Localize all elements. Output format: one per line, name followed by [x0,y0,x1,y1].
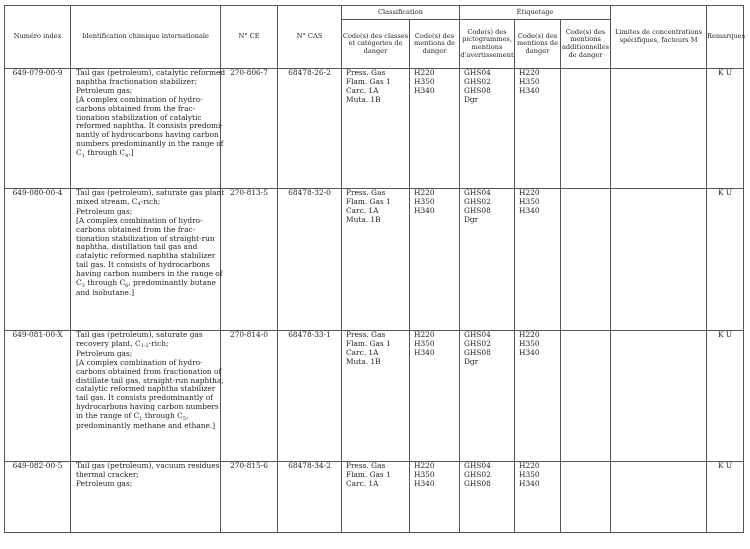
header-row-top [5,6,744,20]
identification-line: Tail gas (petroleum), saturate gas plant [76,188,225,197]
header-label-hazard-statements: Code(s) des mentions de danger [515,20,561,69]
ce-number-cell: 270-813-5 [221,189,278,331]
additional-statement-cell [561,69,611,189]
pictogram-cell [460,189,515,331]
identification-line: Petroleum gas; [76,348,133,358]
identification-line: recovery plant, $C_{1-2}$-rich; [76,338,169,350]
header-labelling: Étiquetage [460,6,611,20]
pictogram-code: GHS04 [464,188,491,197]
hazard-statement-code: H220 [414,461,435,470]
identification-line: hydrocarbons having carbon numbers [76,402,219,412]
identification-line: having carbon numbers in the range of [76,269,223,279]
substance-table [4,5,744,533]
table-row [5,189,744,331]
hazard-statement-code: H350 [519,196,540,206]
chemical-identification-cell [71,188,225,331]
ce-number-cell: 270-815-6 [221,462,278,533]
identification-line: Tail gas (petroleum), catalytic reformed [76,68,226,77]
pictogram-code: GHS04 [464,461,491,470]
identification-line: tail gas. It consists of hydrocarbons [76,260,210,270]
hazard-class-cell [342,189,410,331]
remarks-cell: K U [707,69,744,189]
header-pictograms: Code(s) des pictogrammes, mentions d'avertissement [460,20,515,69]
class-hazard-statement-cell [410,331,460,462]
ce-number-cell: 270-814-0 [221,331,278,462]
pictogram-code: GHS08 [464,478,491,488]
remarks-cell: K U [707,331,744,462]
hazard-class-code: Press. Gas [346,188,386,197]
additional-statement-cell [561,462,611,533]
pictogram-code: GHS02 [464,196,491,206]
hazard-statement-code: H340 [519,347,540,357]
hazard-statement-code: H350 [414,196,435,206]
hazard-statement-code: H350 [519,469,540,479]
label-hazard-statement-cell [515,69,561,189]
hazard-statement-code: H340 [519,205,540,215]
concentration-limits-cell [611,189,707,331]
concentration-limits-cell [611,462,707,533]
identification-line: mixed stream, $C_4$-rich; [76,196,161,208]
identification-line: Petroleum gas; [76,478,133,488]
hazard-class-code: Carc. 1A [346,85,379,95]
ce-number-cell: 270-806-7 [221,69,278,189]
pictogram-code: GHS08 [464,85,491,95]
hazard-class-code: Flam. Gas 1 [346,76,391,86]
class-hazard-statement-cell [410,189,460,331]
identification-line: in the range of $C_1$ through $C_5$, [76,411,189,422]
header-class-codes: Code(s) des classes et catégories de danger [342,20,410,69]
identification-line: carbons obtained from fractionation of [76,366,222,376]
identification-line: nantly of hydrocarbons having carbon [76,130,219,140]
header-classification: Classification [342,6,460,20]
cas-number-cell: 68478-26-2 [278,69,342,189]
hazard-statement-code: H340 [519,478,540,488]
pictogram-code: GHS08 [464,205,491,215]
identification-line: carbons obtained from the frac- [76,224,196,234]
table-row [5,331,744,462]
hazard-class-code: Muta. 1B [346,356,381,366]
additional-statement-cell [561,331,611,462]
hazard-statement-code: H220 [414,188,435,197]
remarks-cell: K U [707,189,744,331]
identification-line: naphtha, distillation tail gas and [76,242,198,252]
hazard-statement-code: H350 [519,338,540,348]
pictogram-cell [460,462,515,533]
identification-line: predominantly methane and ethane.] [76,421,216,431]
cas-number-cell: 68478-33-1 [278,331,342,462]
pictogram-code: Dgr [464,94,479,104]
hazard-class-cell [342,331,410,462]
additional-statement-cell [561,189,611,331]
pictogram-cell [460,331,515,462]
pictogram-code: GHS02 [464,338,491,348]
hazard-class-code: Carc. 1A [346,205,379,215]
identification-line: reformed naphtha. It consists predomi- [76,121,223,131]
label-hazard-statement-cell [515,331,561,462]
identification-line: distillate tail gas, straight-run naphtha, [76,375,224,385]
hazard-class-code: Muta. 1B [346,94,381,104]
header-ce-number: N° CE [221,6,278,69]
hazard-statement-code: H350 [414,76,435,86]
class-hazard-statement-cell [410,69,460,189]
header-index: Numéro index [5,6,71,69]
identification-line: carbons obtained from the frac- [76,103,196,113]
cas-number-cell: 68478-34-2 [278,462,342,533]
hazard-statement-code: H220 [519,68,540,77]
pictogram-cell [460,69,515,189]
hazard-statement-code: H220 [414,330,435,339]
identification-line: Petroleum gas; [76,206,133,216]
header-cas-number: N° CAS [278,6,342,69]
hazard-class-code: Flam. Gas 1 [346,469,391,479]
identification-line: Tail gas (petroleum), vacuum residues [76,461,220,470]
identification-line: tail gas. It consists predominantly of [76,393,213,403]
chemical-identification-cell [71,330,224,462]
pictogram-code: GHS04 [464,68,491,77]
pictogram-code: GHS04 [464,330,491,339]
identification-line: [A complex combination of hydro- [76,215,203,225]
hazard-statement-code: H350 [414,469,435,479]
hazard-statement-code: H340 [414,347,435,357]
identification-line: Tail gas (petroleum), saturate gas [76,330,203,339]
index-number-cell: 649-082-00-5 [5,462,71,533]
label-hazard-statement-cell [515,462,561,533]
identification-line: $C_1$ through $C_4$.] [76,148,134,159]
identification-line: and isobutane.] [76,287,135,297]
chemical-identification-cell [71,462,221,533]
remarks-cell: K U [707,462,744,533]
pictogram-code: Dgr [464,214,479,224]
hazard-class-cell [342,69,410,189]
header-class-hazard-statements: Code(s) des mentions de danger [410,20,460,69]
hazard-statement-code: H340 [414,205,435,215]
index-number-cell: 649-079-00-9 [5,69,71,189]
hazard-statement-code: H220 [519,188,540,197]
concentration-limits-cell [611,69,707,189]
table-row [5,462,744,533]
hazard-statement-code: H220 [414,68,435,77]
identification-line: $C_3$ through $C_6$, predominantly butane [76,278,217,289]
hazard-class-code: Carc. 1A [346,478,379,488]
identification-line: catalytic reformed naphtha stabilizer [76,384,216,394]
cas-number-cell: 68478-32-0 [278,189,342,331]
chemical-identification-cell [71,68,226,189]
pictogram-code: GHS02 [464,76,491,86]
hazard-class-code: Muta. 1B [346,214,381,224]
concentration-limits-cell [611,331,707,462]
hazard-class-code: Flam. Gas 1 [346,338,391,348]
header-identification: Identification chimique internationale [71,6,221,69]
hazard-statement-code: H350 [519,76,540,86]
identification-line: [A complex combination of hydro- [76,94,203,104]
hazard-class-code: Press. Gas [346,330,386,339]
identification-line: thermal cracker; [76,469,139,479]
hazard-class-cell [342,462,410,533]
index-number-cell: 649-081-00-X [5,331,71,462]
identification-line: tionation stabilization of catalytic [76,112,202,122]
hazard-statement-code: H220 [519,330,540,339]
hazard-statement-code: H350 [414,338,435,348]
hazard-class-code: Carc. 1A [346,347,379,357]
hazard-statement-code: H340 [414,85,435,95]
header-remarks: Remarques [707,6,744,69]
hazard-statement-code: H340 [414,478,435,488]
header-additional-statements: Code(s) des mentions additionnelles de danger [561,20,611,69]
label-hazard-statement-cell [515,189,561,331]
hazard-class-code: Press. Gas [346,461,386,470]
identification-line: [A complex combination of hydro- [76,357,203,367]
identification-line: catalytic reformed naphtha stabilizer [76,251,216,261]
hazard-class-code: Flam. Gas 1 [346,196,391,206]
identification-line: tionation stabilization of straight-run [76,233,215,243]
hazard-statement-code: H340 [519,85,540,95]
header-concentration-limits: Limites de concentrations spécifiques, facteurs M [611,6,707,69]
hazard-class-code: Press. Gas [346,68,386,77]
pictogram-code: GHS02 [464,469,491,479]
class-hazard-statement-cell [410,462,460,533]
identification-line: naphtha fractionation stabilizer; [76,76,198,86]
identification-line: Petroleum gas; [76,85,133,95]
table-row [5,69,744,189]
identification-line: numbers predominantly in the range of [76,139,224,149]
pictogram-code: Dgr [464,356,479,366]
hazard-statement-code: H220 [519,461,540,470]
table-body [5,69,744,533]
index-number-cell: 649-080-00-4 [5,189,71,331]
pictogram-code: GHS08 [464,347,491,357]
